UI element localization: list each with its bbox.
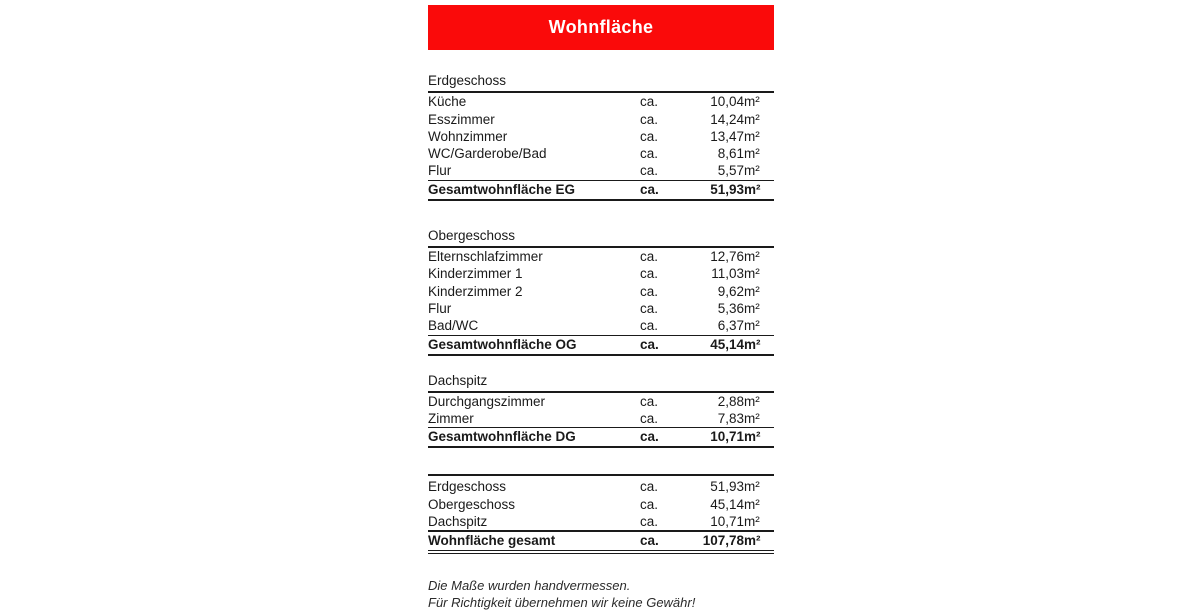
approx-label: ca. [640,496,659,512]
section-table-erdgeschoss [428,72,774,201]
unit-label: m² [744,94,760,110]
approx-label: ca. [640,335,682,355]
area-value: 13,47 [710,128,744,144]
table-row [428,317,774,335]
area-value: 45,14 [710,496,744,512]
area-value: 6,37 [717,318,744,334]
section-title: Dachspitz [428,372,774,392]
grand-total-value: 107,78 [682,531,744,552]
total-area-value: 51,93 [682,180,744,200]
table-row [428,513,774,531]
unit-label: m² [744,475,774,495]
unit-label: m² [744,249,760,265]
room-label: Küche [428,94,467,110]
area-value: 12,76 [710,249,744,265]
room-label: Flur [428,163,452,179]
room-label: Zimmer [428,411,474,427]
area-value: 11,03 [711,266,744,282]
disclaimer-line-2: Für Richtigkeit übernehmen wir keine Gewähr! [428,594,696,610]
table-row [428,92,774,110]
approx-label: ca. [640,300,659,316]
unit-label: m² [744,128,760,144]
room-label: Kinderzimmer 1 [428,266,523,282]
table-row [428,128,774,145]
approx-label: ca. [640,249,659,265]
room-label: Bad/WC [428,318,479,334]
section-total-row [428,180,774,200]
approx-label: ca. [640,94,659,110]
unit-label: m² [744,335,774,355]
total-label: Gesamtwohnfläche OG [428,335,640,355]
room-label: Wohnzimmer [428,128,508,144]
room-label: Flur [428,300,452,316]
approx-label: ca. [640,283,659,299]
approx-label: ca. [640,128,659,144]
floor-label: Obergeschoss [428,496,516,512]
section-total-row [428,335,774,355]
grand-total-label: Wohnfläche gesamt [428,531,640,552]
room-label: WC/Garderobe/Bad [428,146,547,162]
approx-label: ca. [640,475,682,495]
area-value: 2,88 [717,393,744,409]
title-banner [428,5,774,50]
summary-table [428,474,774,554]
section-header-row [428,72,774,92]
unit-label: m² [744,111,760,127]
total-label: Gesamtwohnfläche EG [428,180,640,200]
floor-label: Erdgeschoss [428,475,640,495]
table-row [428,410,774,428]
unit-label: m² [744,163,760,179]
table-row [428,162,774,180]
room-label: Durchgangszimmer [428,393,546,409]
disclaimer-line-1: Die Maße wurden handvermessen. [428,578,631,594]
approx-label: ca. [640,531,682,552]
section-header-row [428,372,774,392]
total-label: Gesamtwohnfläche DG [428,428,640,448]
table-row [428,145,774,162]
unit-label: m² [744,496,760,512]
table-row [428,283,774,300]
grand-total-row [428,531,774,552]
unit-label: m² [744,531,774,552]
unit-label: m² [744,283,760,299]
approx-label: ca. [640,411,659,427]
table-row [428,247,774,265]
unit-label: m² [744,514,760,530]
total-area-value: 45,14 [682,335,744,355]
section-table-obergeschoss [428,227,774,356]
approx-label: ca. [640,393,659,409]
page-title: Wohnfläche [548,17,654,37]
unit-label: m² [744,411,760,427]
section-title: Obergeschoss [428,227,774,247]
unit-label: m² [744,146,760,162]
total-area-value: 10,71 [682,428,744,448]
area-value: 10,04 [710,94,744,110]
table-row [428,265,774,282]
approx-label: ca. [640,180,682,200]
unit-label: m² [744,393,760,409]
unit-label: m² [744,266,760,282]
table-row [428,496,774,513]
area-value: 5,36 [717,300,744,316]
unit-label: m² [744,180,774,200]
room-label: Esszimmer [428,111,495,127]
section-title: Erdgeschoss [428,72,774,92]
area-value: 5,57 [717,163,744,179]
room-label: Kinderzimmer 2 [428,283,523,299]
section-total-row [428,428,774,448]
approx-label: ca. [640,146,659,162]
disclaimer [428,578,774,611]
room-label: Elternschlafzimmer [428,249,543,265]
approx-label: ca. [640,514,659,530]
unit-label: m² [744,318,760,334]
summary-section [428,474,774,554]
area-value: 9,62 [717,283,744,299]
approx-label: ca. [640,163,659,179]
area-value: 14,24 [710,111,744,127]
unit-label: m² [744,428,774,448]
table-row [428,111,774,128]
approx-label: ca. [640,266,659,282]
section-table-dachspitz [428,372,774,449]
table-row [428,392,774,410]
table-row [428,475,774,495]
unit-label: m² [744,300,760,316]
table-row [428,300,774,317]
area-value: 8,61 [717,146,744,162]
section-header-row [428,227,774,247]
approx-label: ca. [640,111,659,127]
area-value: 10,71 [710,514,744,530]
wohnflaeche-document [428,5,774,611]
approx-label: ca. [640,428,682,448]
floor-label: Dachspitz [428,514,488,530]
area-value: 51,93 [682,475,744,495]
area-value: 7,83 [717,411,744,427]
approx-label: ca. [640,318,659,334]
